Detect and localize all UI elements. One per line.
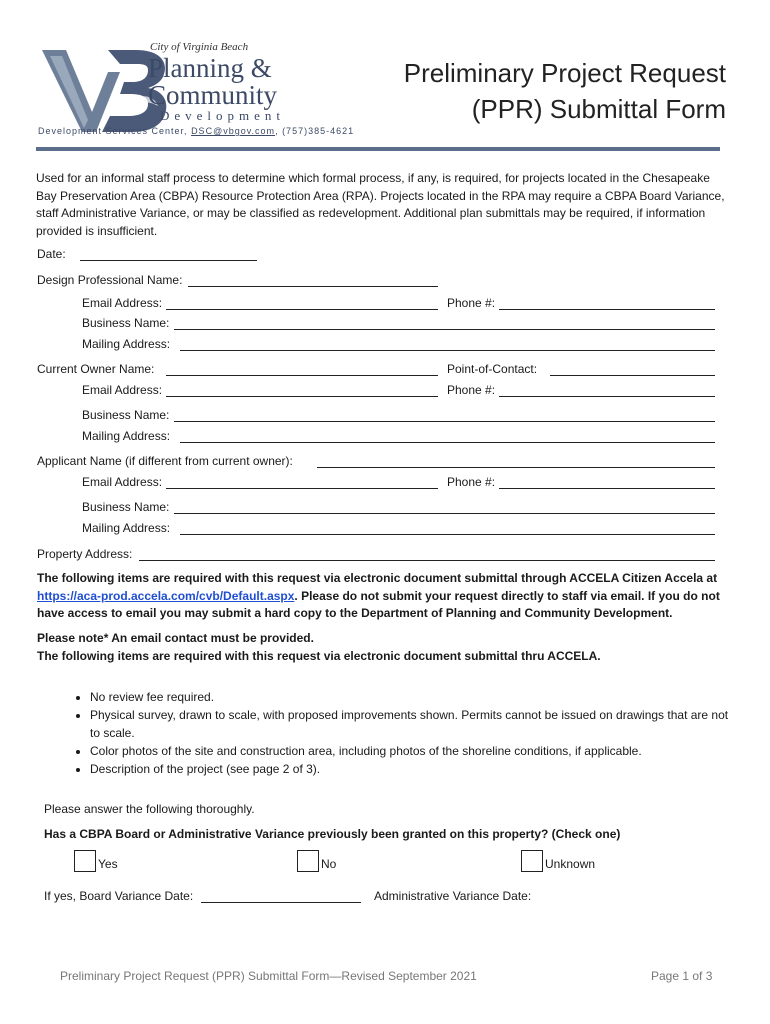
design-professional-input[interactable] <box>188 273 438 287</box>
owner-mailing-input[interactable] <box>180 429 715 443</box>
no-label: No <box>321 857 337 871</box>
list-item: • Description of the project (see page 2 of 3). <box>90 760 730 778</box>
yes-checkbox[interactable] <box>74 850 96 872</box>
board-variance-date-label: If yes, Board Variance Date: <box>44 889 194 903</box>
unknown-checkbox[interactable] <box>521 850 543 872</box>
accela-instructions <box>37 570 737 623</box>
accela-link[interactable]: https://aca-prod.accela.com/cvb/Default.aspx <box>37 588 295 603</box>
email-note: Please note* An email contact must be provided. <box>37 631 314 645</box>
header-divider <box>36 147 720 151</box>
applicant-phone-input[interactable] <box>499 475 715 489</box>
property-address-input[interactable] <box>139 547 715 561</box>
unknown-label: Unknown <box>545 857 596 871</box>
page-title-line1: Preliminary Project Request <box>403 58 726 88</box>
list-item: • No review fee required. <box>90 688 730 706</box>
current-owner-input[interactable] <box>166 362 438 376</box>
logo-city-name: City of Virginia Beach <box>150 41 249 53</box>
footer-page-number: Page 1 of 3 <box>651 969 713 983</box>
applicant-business-input[interactable] <box>174 500 715 514</box>
property-address-label: Property Address: <box>37 547 133 561</box>
applicant-business-label: Business Name: <box>82 500 170 514</box>
intro-paragraph: Used for an informal staff process to determine which formal process, if any, is required, for projects located in the Chesapeake Bay Preservation Area (CBPA) Resource Protection Area (RPA). Projects located in the RPA may require a CBPA Board Variance, staff Administrative Variance, or may be classified as redevelopment. Additional plan submittals may be required, if information provided is insufficient. <box>36 171 725 238</box>
logo-planning: Planning & <box>148 53 272 83</box>
dp-mailing-input[interactable] <box>180 337 715 351</box>
applicant-mailing-label: Mailing Address: <box>82 521 171 535</box>
owner-email-label: Email Address: <box>82 383 163 397</box>
accela-text-1: The following items are required with this request via electronic document submittal through ACCELA Citizen Accela at <box>37 571 718 585</box>
logo-development: Development <box>160 108 286 123</box>
list-item: • Physical survey, drawn to scale, with proposed improvements shown. Permits cannot be issued on drawings that are not to scale. <box>90 706 730 742</box>
contact-email-link[interactable]: DSC@vbgov.com <box>191 126 276 136</box>
dp-phone-label: Phone #: <box>447 296 496 310</box>
date-label: Date: <box>37 247 66 261</box>
list-item: • Color photos of the site and construction area, including photos of the shoreline conditions, if applicable. <box>90 742 730 760</box>
design-professional-label: Design Professional Name: <box>37 273 183 287</box>
no-checkbox[interactable] <box>297 850 319 872</box>
accela-text-2: . Please do not submit your request directly to staff via email. If you do not have access to email you may submit a hard copy to the Department of Planning and Community Development. <box>37 588 720 620</box>
accela-note: The following items are required with this request via electronic document submittal thru ACCELA. <box>37 649 601 663</box>
contact-phone: , (757)385-4621 <box>275 126 355 136</box>
yes-label: Yes <box>98 857 118 871</box>
applicant-email-label: Email Address: <box>82 475 163 489</box>
contact-prefix: Development Services Center, <box>38 126 192 136</box>
owner-phone-input[interactable] <box>499 383 715 397</box>
page-title-line2: (PPR) Submittal Form <box>471 94 726 124</box>
logo-community: Community <box>148 80 278 110</box>
footer-form-name: Preliminary Project Request (PPR) Submittal Form—Revised September 2021 <box>60 969 477 983</box>
owner-business-input[interactable] <box>174 408 715 422</box>
owner-mailing-label: Mailing Address: <box>82 429 171 443</box>
applicant-email-input[interactable] <box>166 475 438 489</box>
answer-prompt: Please answer the following thoroughly. <box>44 802 255 816</box>
logo-contact <box>38 126 354 136</box>
dp-business-label: Business Name: <box>82 316 170 330</box>
dp-email-input[interactable] <box>166 296 438 310</box>
dp-business-input[interactable] <box>174 316 715 330</box>
owner-business-label: Business Name: <box>82 408 170 422</box>
date-input[interactable] <box>80 247 257 261</box>
applicant-phone-label: Phone #: <box>447 475 496 489</box>
applicant-label: Applicant Name (if different from current owner): <box>37 454 293 468</box>
current-owner-label: Current Owner Name: <box>37 362 155 376</box>
dp-phone-input[interactable] <box>499 296 715 310</box>
owner-email-input[interactable] <box>166 383 438 397</box>
owner-poc-label: Point-of-Contact: <box>447 362 538 376</box>
admin-variance-date-label: Administrative Variance Date: <box>374 889 532 903</box>
applicant-mailing-input[interactable] <box>180 521 715 535</box>
dp-email-label: Email Address: <box>82 296 163 310</box>
dp-mailing-label: Mailing Address: <box>82 337 171 351</box>
requirements-list <box>60 688 730 778</box>
variance-question: Has a CBPA Board or Administrative Variance previously been granted on this property? (Check one) <box>44 827 621 841</box>
board-variance-date-input[interactable] <box>201 889 361 903</box>
applicant-input[interactable] <box>317 454 715 468</box>
owner-poc-input[interactable] <box>550 362 715 376</box>
owner-phone-label: Phone #: <box>447 383 496 397</box>
